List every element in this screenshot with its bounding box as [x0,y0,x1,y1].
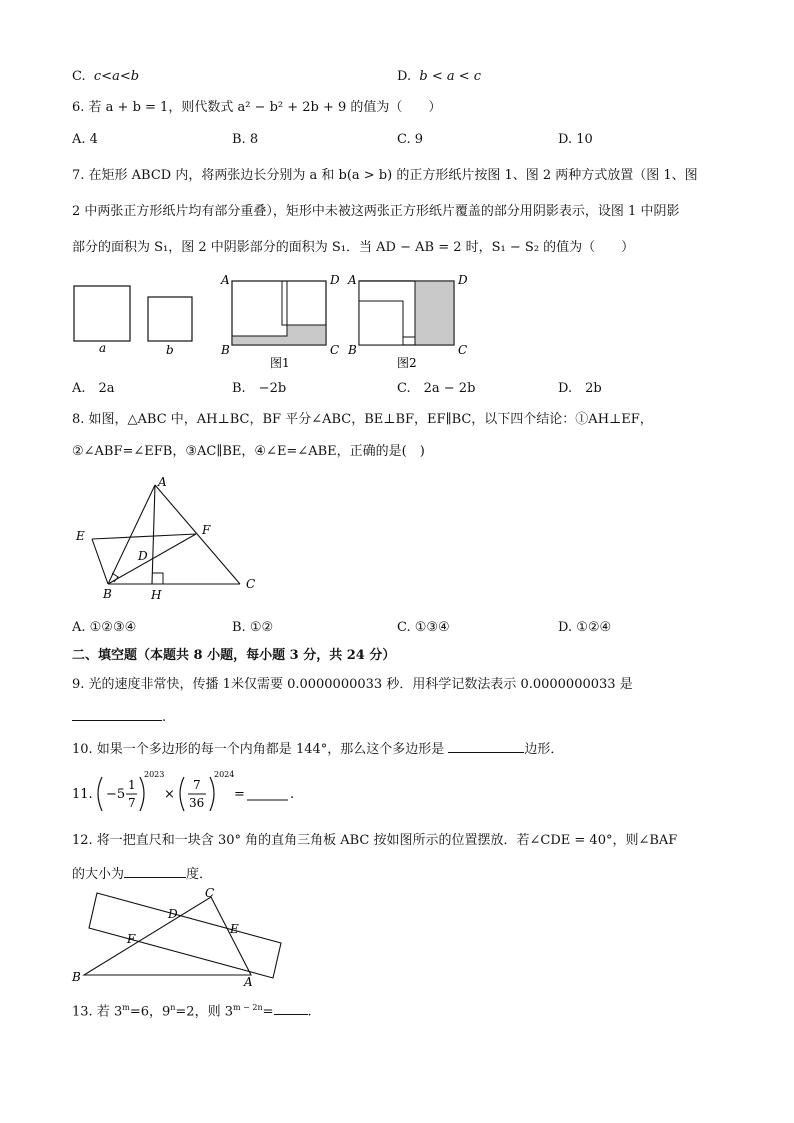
q13-blank[interactable] [274,1000,308,1015]
q11-expression [0,765,340,820]
svg-text:B: B [72,970,81,984]
section-heading: 二、填空题（本题共 8 小题，每小题 3 分，共 24 分） [72,648,396,663]
fig2-caption: 图2 [397,356,417,370]
q8-line1: 8. 如图，△ABC 中，AH⊥BC，BF 平分∠ABC，BE⊥BF，EF∥BC，以下四个结论：①AH⊥EF， [72,412,653,427]
svg-text:2023: 2023 [144,770,165,779]
svg-text:C: C [246,577,256,591]
q6-option-b: B. 8 [232,132,259,147]
svg-text:D: D [138,549,148,563]
svg-text:11.: 11. [72,787,93,802]
svg-text:C: C [458,343,468,357]
figure-1 [220,273,340,370]
q7-figures [0,268,794,373]
svg-text:E: E [230,922,239,936]
q6-option-d: D. 10 [558,132,593,147]
svg-text:A: A [244,975,253,989]
q8-option-d: D. ①②④ [558,620,612,635]
q6-option-c: C. 9 [397,132,424,147]
q7-option-d: D. 2b [558,381,602,396]
svg-text:7: 7 [193,778,201,792]
svg-text:F: F [127,932,136,946]
q8-option-b: B. ①② [232,620,274,635]
q7-option-c: C. 2a − 2b [397,381,476,396]
q7-line2: 2 中两张正方形纸片均有部分重叠），矩形中未被这两张正方形纸片覆盖的部分用阴影表示，设图 1 中阴影 [72,204,680,219]
svg-text:2024: 2024 [214,770,235,779]
svg-text:36: 36 [189,796,205,810]
svg-text:B: B [348,343,357,357]
q12-line2: 的大小为 度． [72,863,212,884]
q9-line1: 9. 光的速度非常快，传播 1米仅需要 0.0000000033 秒．用科学记数法表示 0.0000000033 是 [72,677,633,692]
svg-text:−5: −5 [106,787,126,802]
svg-text:E: E [76,529,85,543]
q12-figure [0,885,300,990]
q9-answer-line: . [72,706,166,727]
q7-option-b: B. −2b [232,381,287,396]
q7-option-a: A. 2a [72,381,115,396]
svg-text:A: A [158,475,167,489]
svg-text:C: C [330,343,340,357]
q10-line: 10. 如果一个多边形的每一个内角都是 144°，那么这个多边形是 边形． [72,738,563,759]
svg-text:A: A [348,273,357,287]
svg-text:D: D [458,273,468,287]
q12-blank[interactable] [124,863,186,878]
svg-text:H: H [151,588,162,602]
q8-line2: ②∠ABF=∠EFB，③AC∥BE，④∠E=∠ABE，正确的是( ) [72,444,425,459]
label-a: a [99,341,107,355]
svg-text:B: B [221,343,230,357]
svg-text:=: = [234,787,245,802]
q12-line1: 12. 将一把直尺和一块含 30° 角的直角三角板 ABC 按如图所示的位置摆放．若∠CDE = 40°，则∠BAF [72,833,678,848]
q10-blank[interactable] [448,738,524,753]
svg-text:A: A [221,273,230,287]
svg-text:×: × [164,787,175,802]
svg-text:1: 1 [128,778,136,792]
q13-line: 13. 若 $3^m=6$，$9^n=2$，则 $3^{m - 2n}=$ . [72,999,312,1021]
q7-line3: 部分的面积为 S₁，图 2 中阴影部分的面积为 S₁．当 AD − AB = 2 时，S₁ − S₂ 的值为（ ） [72,240,635,255]
q8-figure [0,470,300,605]
q5-option-c: C. c<a<b [72,69,140,84]
svg-text:B: B [103,587,112,601]
q7-line1: 7. 在矩形 ABCD 内，将两张边长分别为 a 和 b(a > b) 的正方形纸片按图 1、图 2 两种方式放置（图 1、图 [72,168,698,183]
q9-blank[interactable] [72,706,162,721]
label-b: b [166,343,174,357]
svg-text:7: 7 [128,796,136,810]
q8-option-a: A. ①②③④ [72,620,137,635]
svg-text:.: . [290,787,295,802]
q8-option-c: C. ①③④ [397,620,450,635]
svg-text:D: D [330,273,340,287]
q6-stem: 6. 若 a + b = 1，则代数式 a² − b² + 2b + 9 的值为（ ） [72,100,442,115]
svg-text:C: C [205,886,215,900]
q6-option-a: A. 4 [72,132,98,147]
svg-text:F: F [202,523,211,537]
q5-option-d: D. b < a < c [397,69,482,84]
fig1-caption: 图1 [270,356,290,370]
svg-text:D: D [168,907,178,921]
square-a [74,286,130,341]
square-b [148,297,192,341]
figure-2 [347,273,468,370]
